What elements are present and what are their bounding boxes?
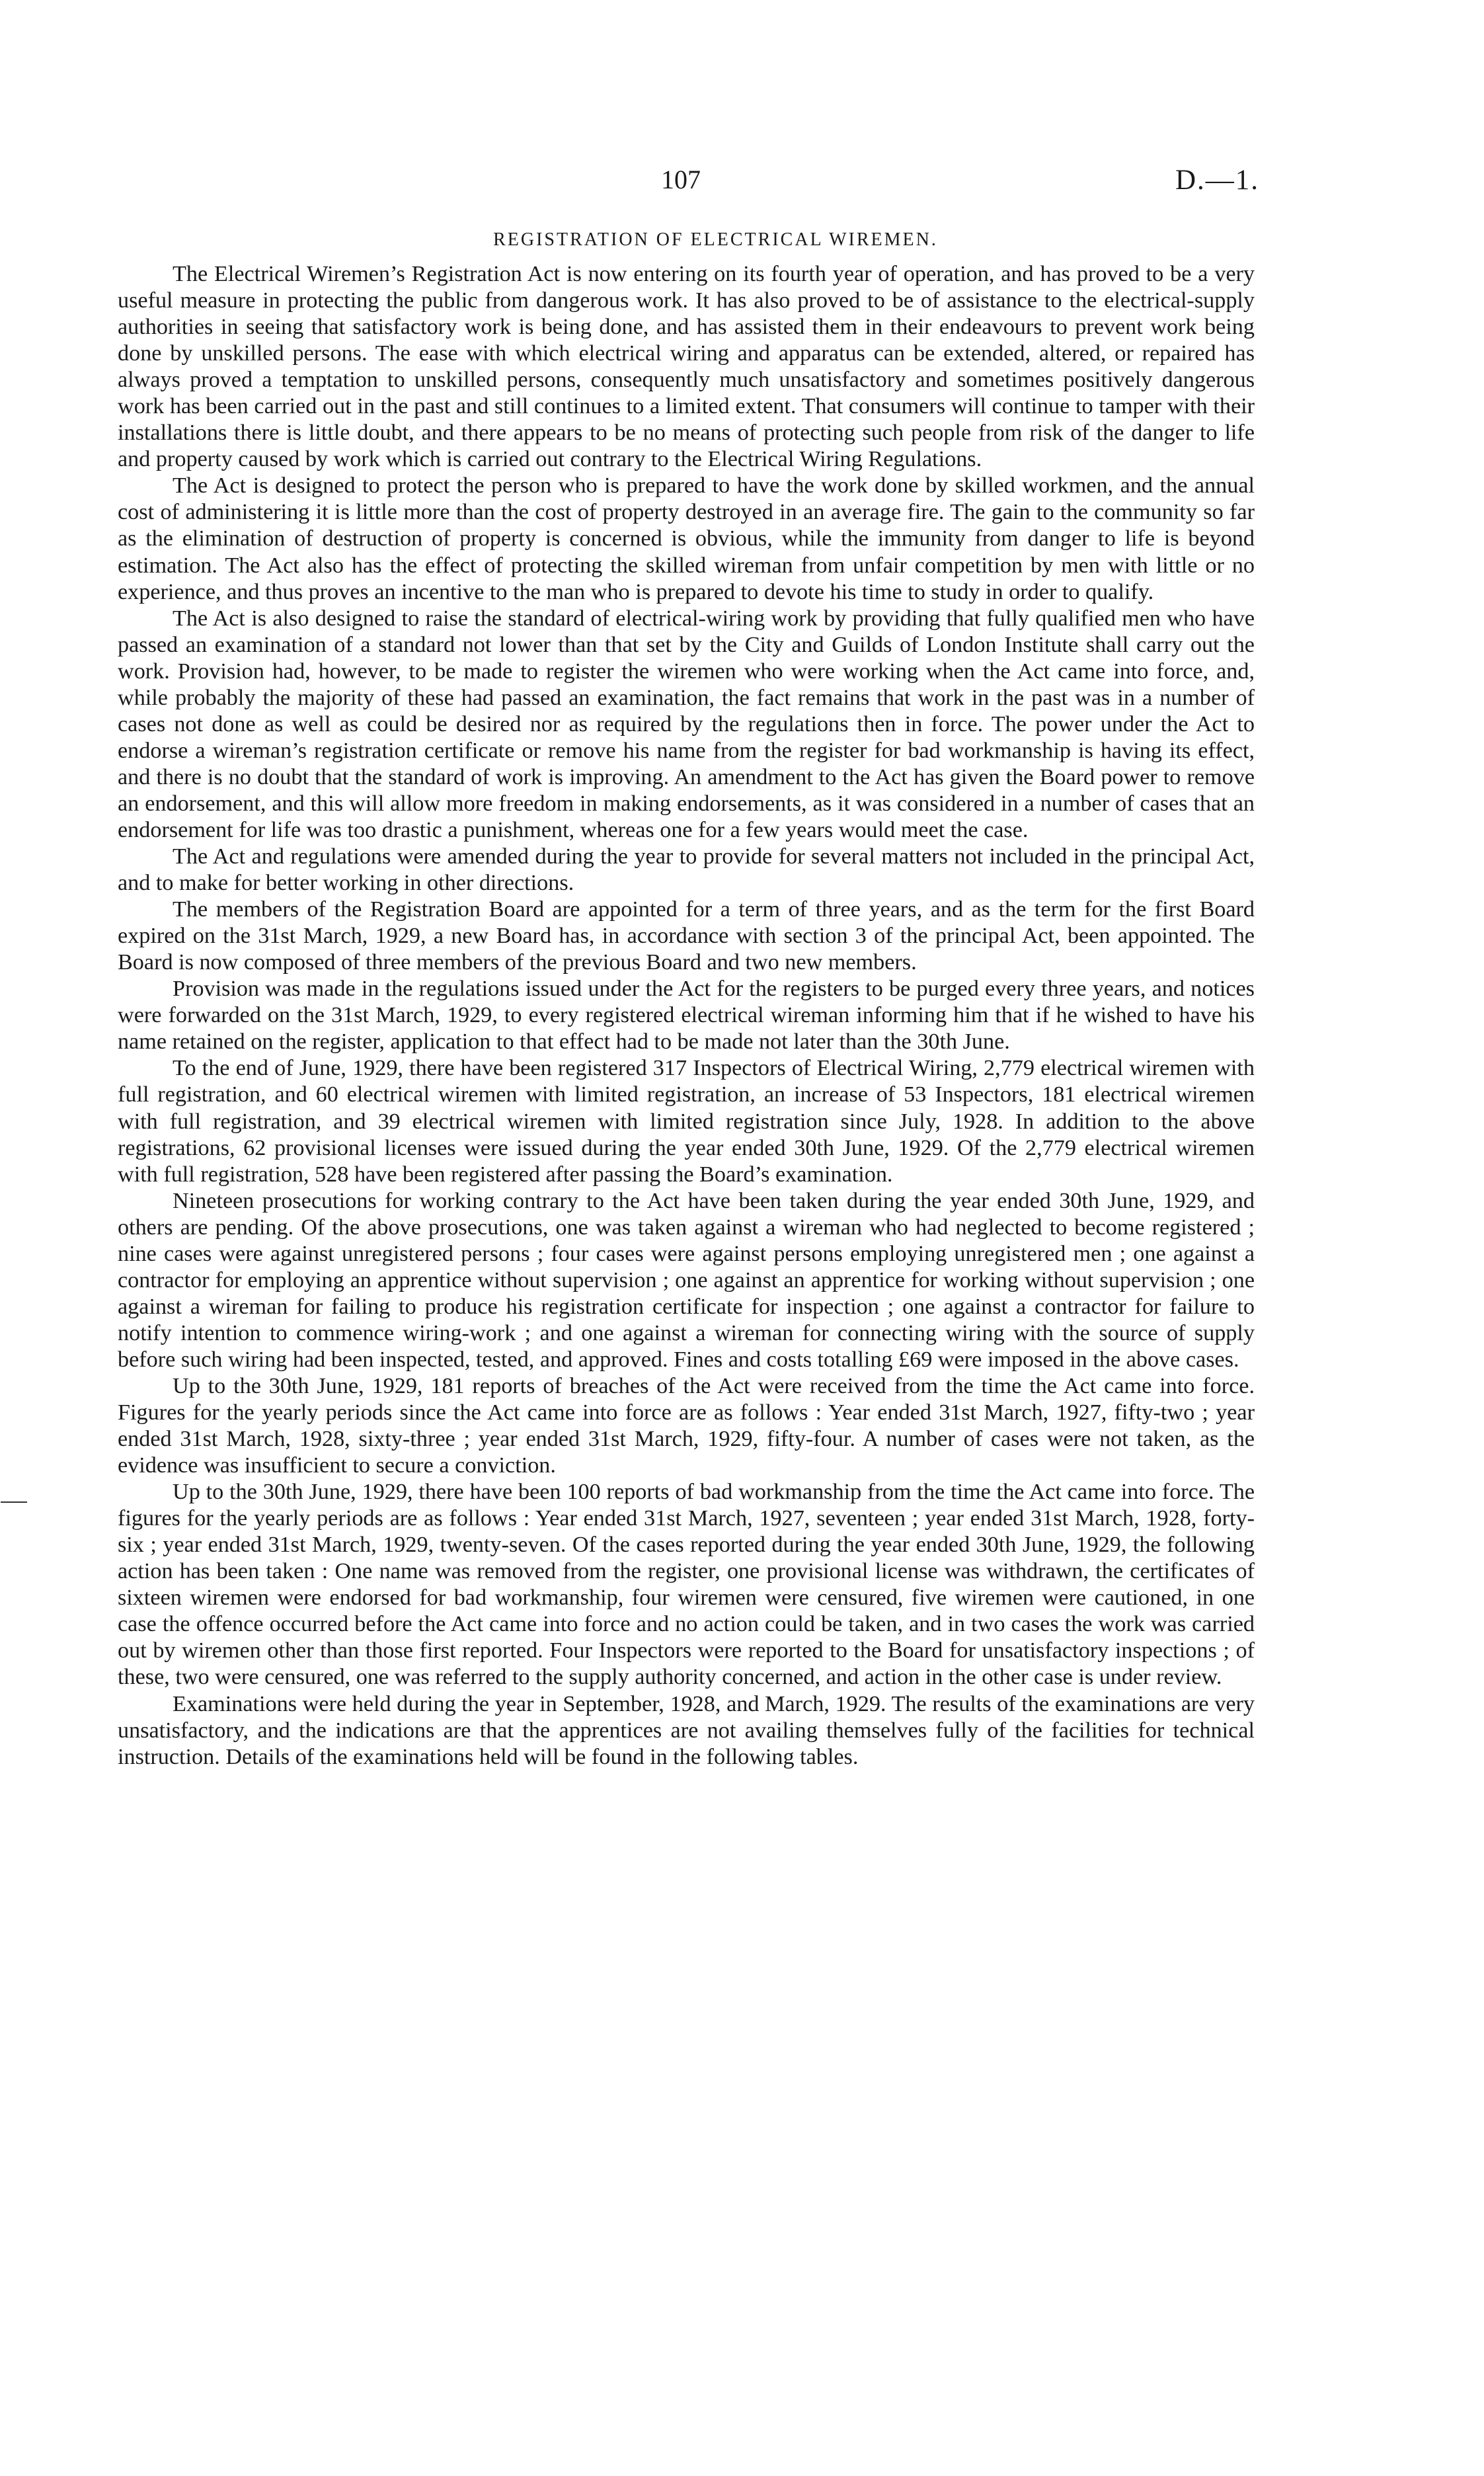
paragraph-5: The members of the Registration Board are appointed for a term of three years, and as the term for the first Board expired on the 31st March, 1929, a new Board has, in accordance with section 3 of the principal Act, been appointed. The Board is now composed of three members of the previous Board and two new members. bbox=[118, 897, 1255, 975]
page-header bbox=[0, 164, 1484, 204]
page-number: 107 bbox=[661, 165, 701, 194]
body-text bbox=[118, 261, 1255, 1771]
paragraph-2: The Act is designed to protect the person who is prepared to have the work done by skilled workmen, and the annual cost of administering it is little more than the cost of property destroyed in an average fire. The gain to the community so far as the elimination of destruction of property is concerned is obvious, while the immunity from danger to life is beyond estimation. The Act also has the effect of protecting the skilled wireman from unfair competition by men with little or no experience, and thus proves an incentive to the man who is prepared to devote his time to study in order to qualify. bbox=[118, 473, 1255, 604]
paragraph-4: The Act and regulations were amended during the year to provide for several matters not included in the principal Act, and to make for better working in other directions. bbox=[118, 844, 1255, 896]
paragraph-1: The Electrical Wiremen’s Registration Act is now entering on its fourth year of operation, and has proved to be a very useful measure in protecting the public from dangerous work. It has also proved to be of assistance to the electrical-supply authorities in seeing that satisfactory work is being done, and has assisted them in their endeavours to prevent work being done by unskilled persons. The ease with which electrical wiring and apparatus can be extended, altered, or repaired has always proved a temptation to unskilled persons, consequently much unsatisfactory and sometimes positively dangerous work has been carried out in the past and still continues to a limited extent. That consumers will continue to tamper with their installations there is little doubt, and there appears to be no means of protecting such people from risk of the danger to life and property caused by work which is carried out contrary to the Electrical Wiring Regulations. bbox=[118, 262, 1255, 472]
paragraph-10: Up to the 30th June, 1929, there have been 100 reports of bad workmanship from the time the Act came into force. The figures for the yearly periods are as follows : Year ended 31st March, 1927, seventeen ; year ended 31st March, 1928, forty-six ; year ended 31st March, 1929, twenty-seven. Of the cases reported during the year ended 30th June, 1929, the following action has been taken : One name was removed from the register, one provisional license was withdrawn, the certificates of sixteen wiremen were endorsed for bad workmanship, four wiremen were censured, five wiremen were cautioned, in one case the offence occurred before the Act came into force and no action could be taken, and in two cases the work was carried out by wiremen other than those first reported. Four Inspectors were reported to the Board for unsatisfactory inspections ; of these, two were censured, one was referred to the supply authority concerned, and action in the other case is under review. bbox=[118, 1480, 1255, 1690]
paragraph-11: Examinations were held during the year in September, 1928, and March, 1929. The results of the examinations are very unsatisfactory, and the indications are that the apprentices are not availing themselves fully of the facilities for technical instruction. Details of the examinations held will be found in the following tables. bbox=[118, 1691, 1255, 1769]
paragraph-3: The Act is also designed to raise the standard of electrical-wiring work by providing that fully qualified men who have passed an examination of a standard not lower than that set by the City and Guilds of London Institute shall carry out the work. Provision had, however, to be made to register the wiremen who were working when the Act came into force, and, while probably the majority of these had passed an examination, the fact remains that work in the past was in a number of cases not done as well as could be desired nor as required by the regulations then in force. The power under the Act to endorse a wireman’s registration certificate or remove his name from the register for bad workmanship is having its effect, and there is no doubt that the standard of work is improving. An amendment to the Act has given the Board power to remove an endorsement, and this will allow more freedom in making endorsements, as it was considered in a number of cases that an endorsement for life was too drastic a punishment, whereas one for a few years would meet the case. bbox=[118, 606, 1255, 842]
paragraph-6: Provision was made in the regulations issued under the Act for the registers to be purged every three years, and notices were forwarded on the 31st March, 1929, to every registered electrical wireman informing him that if he wished to have his name retained on the register, application to that effect had to be made not later than the 30th June. bbox=[118, 977, 1255, 1055]
paragraph-9: Up to the 30th June, 1929, 181 reports of breaches of the Act were received from the time the Act came into force. Figures for the yearly periods since the Act came into force are as follows : Year ended 31st March, 1927, fifty-two ; year ended 31st March, 1928, sixty-three ; year ended 31st March, 1929, fifty-four. A number of cases were not taken, as the evidence was insufficient to secure a conviction. bbox=[118, 1373, 1255, 1478]
paragraph-7: To the end of June, 1929, there have been registered 317 Inspectors of Electrical Wiring, 2,779 electrical wiremen with full registration, and 60 electrical wiremen with limited registration, an increase of 53 Inspectors, 181 electrical wiremen with full registration, and 39 electrical wiremen with limited registration since July, 1928. In addition to the above registrations, 62 provisional licenses were issued during the year ended 30th June, 1929. Of the 2,779 electrical wiremen with full registration, 528 have been registered after passing the Board’s examination. bbox=[118, 1056, 1255, 1187]
document-reference: D.—1. bbox=[1175, 165, 1259, 196]
margin-mark bbox=[1, 1501, 27, 1503]
paragraph-8: Nineteen prosecutions for working contrary to the Act have been taken during the year ended 30th June, 1929, and others are pending. Of the above prosecutions, one was taken against a wireman who had neglected to become registered ; nine cases were against unregistered persons ; four cases were against persons employing unregistered men ; one against a contractor for employing an apprentice without supervision ; one against an apprentice for working without supervision ; one against a wireman for failing to produce his registration certificate for inspection ; one against a contractor for failure to notify intention to commence wiring-work ; and one against a wireman for connecting wiring with the source of supply before such wiring had been inspected, tested, and approved. Fines and costs totalling £69 were imposed in the above cases. bbox=[118, 1188, 1255, 1372]
section-title: REGISTRATION OF ELECTRICAL WIREMEN. bbox=[493, 229, 938, 250]
